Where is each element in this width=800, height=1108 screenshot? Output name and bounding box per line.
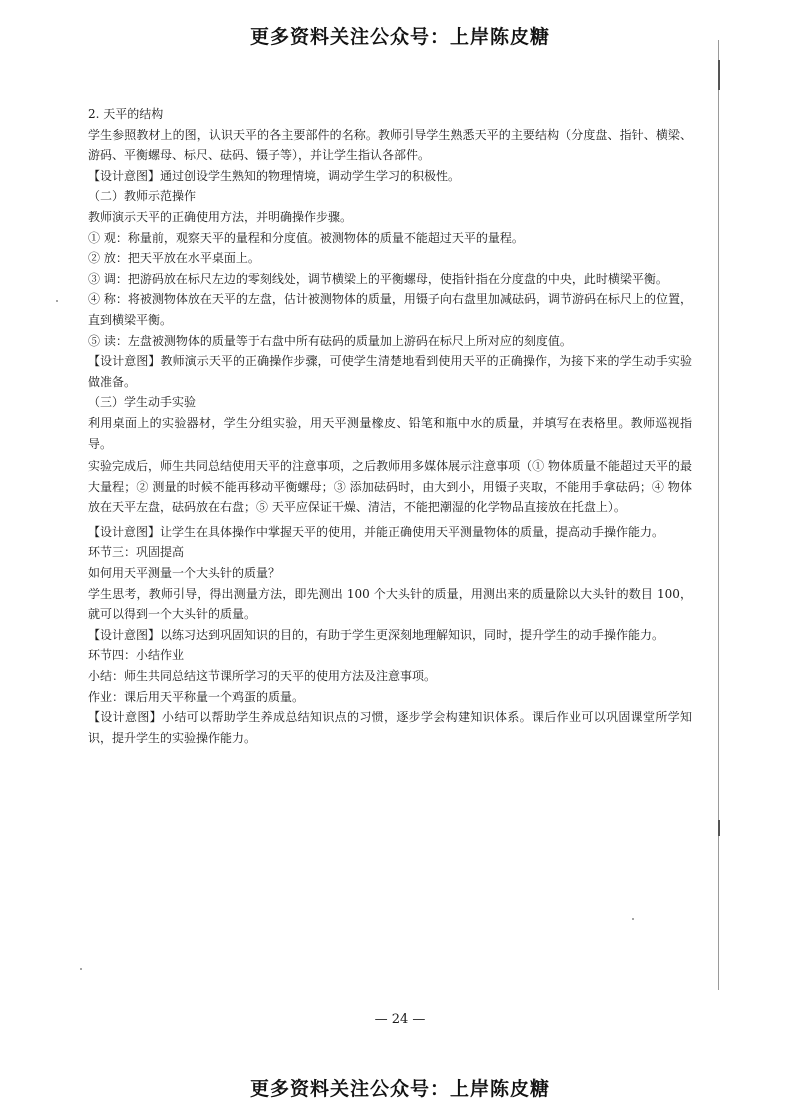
scan-speck <box>56 300 58 302</box>
page-number: — 24 — <box>374 1012 426 1027</box>
paragraph-demo-intro: 教师演示天平的正确使用方法，并明确操作步骤。 <box>88 209 353 224</box>
scan-edge-line <box>718 40 719 990</box>
step-observe: ① 观：称量前，观察天平的量程和分度值。被测物体的质量不能超过天平的量程。 <box>88 230 524 245</box>
paragraph-experiment: 利用桌面上的实验器材，学生分组实验，用天平测量橡皮、铅笔和瓶中水的质量，并填写在表格里。教师巡视指导。 <box>88 415 692 451</box>
paragraph-precautions: 实验完成后，师生共同总结使用天平的注意事项，之后教师用多媒体展示注意事项（① 物体质量不能超过天平的最大量程；② 测量的时候不能再移动平衡螺母；③ 添加砝码时，由大到小，用镊子夹取，不能用手拿砝码；④ 物体放在天平左盘，砝码放在右盘；⑤ 天平应保证干燥、清洁，不能把潮湿的化学物品直接放在托盘上）。 <box>88 459 692 515</box>
step-read: ⑤ 读：左盘被测物体的质量等于右盘中所有砝码的质量加上游码在标尺上所对应的刻度值。 <box>88 333 572 348</box>
scan-mark <box>718 820 720 836</box>
section-heading-summary: 环节四：小结作业 <box>88 648 185 663</box>
paragraph-structure: 学生参照教材上的图，认识天平的各主要部件的名称。教师引导学生熟悉天平的主要结构（分度盘、指针、横梁、游码、平衡螺母、标尺、砝码、镊子等），并让学生指认各部件。 <box>88 127 692 163</box>
paragraph-summary: 小结：师生共同总结这节课所学习的天平的使用方法及注意事项。 <box>88 669 437 684</box>
header-banner: 更多资料关注公众号：上岸陈皮糖 <box>249 26 550 48</box>
section-heading-consolidate: 环节三：巩固提高 <box>88 545 185 560</box>
paragraph-pin-method: 学生思考，教师引导，得出测量方法，即先测出 100 个大头针的质量，用测出来的质量除以大头针的数目 100，就可以得到一个大头针的质量。 <box>88 586 692 622</box>
design-intent-4: 【设计意图】以练习达到巩固知识的目的，有助于学生更深刻地理解知识，同时，提升学生的动手操作能力。 <box>88 627 665 642</box>
scan-mark <box>718 60 720 90</box>
design-intent-5: 【设计意图】小结可以帮助学生养成总结知识点的习惯，逐步学会构建知识体系。课后作业可以巩固课堂所学知识，提升学生的实验操作能力。 <box>88 710 692 745</box>
step-adjust: ③ 调：把游码放在标尺左边的零刻线处，调节横梁上的平衡螺母，使指针指在分度盘的中央，此时横梁平衡。 <box>88 271 668 286</box>
section-heading-demo: （二）教师示范操作 <box>88 189 197 204</box>
question-pin: 如何用天平测量一个大头针的质量？ <box>88 566 281 581</box>
design-intent-2: 【设计意图】教师演示天平的正确操作步骤，可使学生清楚地看到使用天平的正确操作，为接下来的学生动手实验做准备。 <box>88 354 692 389</box>
design-intent-1: 【设计意图】通过创设学生熟知的物理情境，调动学生学习的积极性。 <box>88 168 461 183</box>
design-intent-3: 【设计意图】让学生在具体操作中掌握天平的使用，并能正确使用天平测量物体的质量，提高动手操作能力。 <box>88 524 665 539</box>
document-body <box>88 104 692 748</box>
footer-banner: 更多资料关注公众号：上岸陈皮糖 <box>249 1078 550 1100</box>
scan-speck <box>80 968 82 970</box>
scan-speck <box>632 918 634 920</box>
step-weigh: ④ 称：将被测物体放在天平的左盘，估计被测物体的质量，用镊子向右盘里加减砝码，调节游码在标尺上的位置，直到横梁平衡。 <box>88 292 692 327</box>
section-heading-experiment: （三）学生动手实验 <box>88 395 197 410</box>
section-heading-structure: 2. 天平的结构 <box>88 107 164 121</box>
paragraph-homework: 作业：课后用天平称量一个鸡蛋的质量。 <box>88 689 305 704</box>
step-place: ② 放：把天平放在水平桌面上。 <box>88 251 260 266</box>
